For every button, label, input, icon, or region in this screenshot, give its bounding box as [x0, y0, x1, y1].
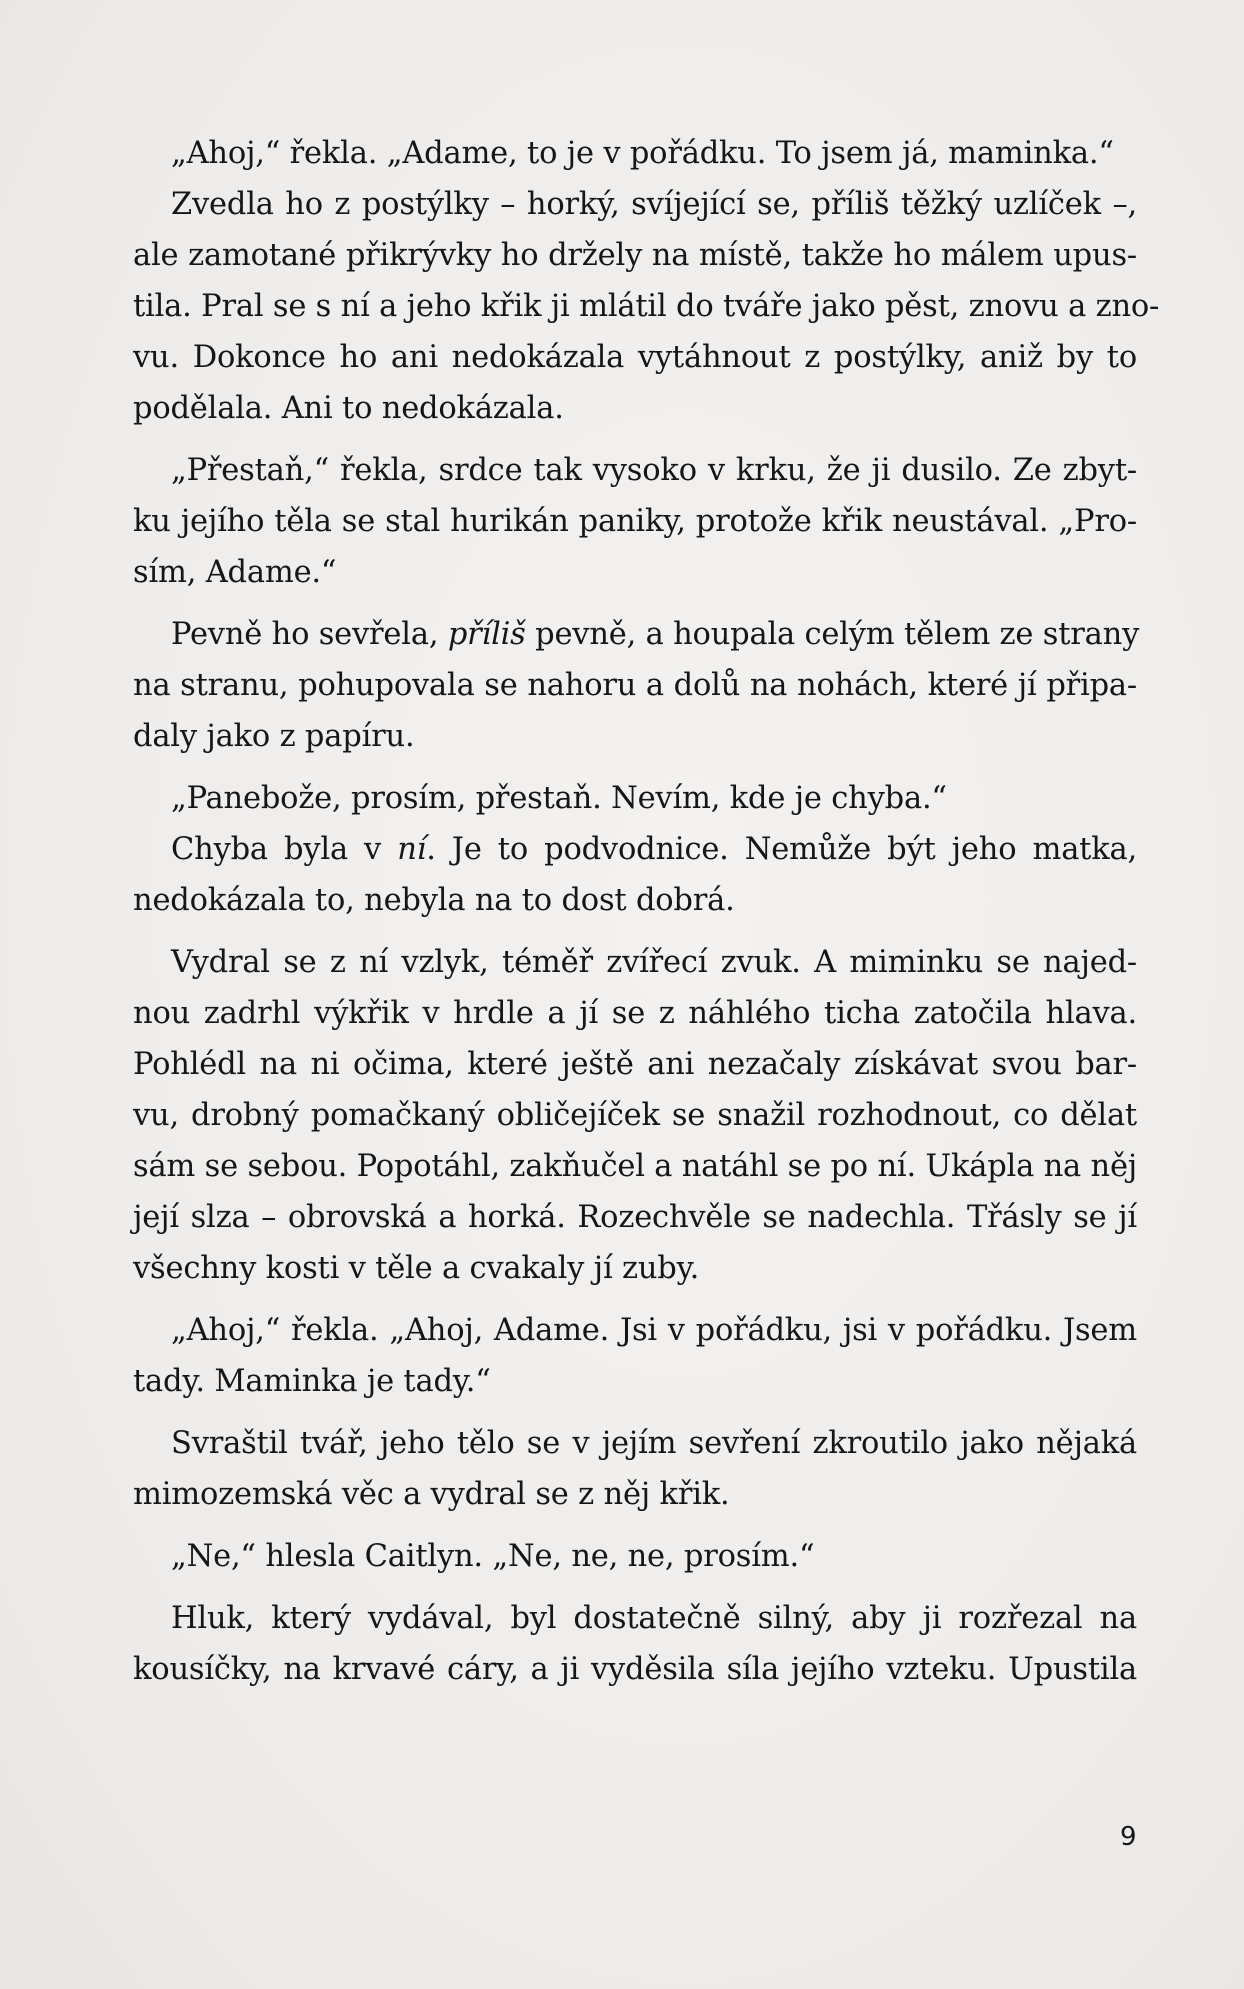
emphasized-word: ní	[397, 832, 427, 867]
text-line	[133, 824, 1137, 876]
text-line: Vydral se z ní vzlyk, téměř zvířecí zvuk. A miminku se najed-	[171, 945, 1137, 980]
text-line: všechny kosti v těle a cvakaly jí zuby.	[133, 1251, 700, 1286]
text-line: tady. Maminka je tady.“	[133, 1364, 491, 1399]
text-line: „Ahoj,“ řekla. „Ahoj, Adame. Jsi v pořádku, jsi v pořádku. Jsem	[171, 1313, 1137, 1348]
text-line: na stranu, pohupovala se nahoru a dolů na nohách, které jí připa-	[133, 668, 1137, 703]
text-line: Hluk, který vydával, byl dostatečně silný, aby ji rozřezal na	[171, 1601, 1137, 1636]
text-line: „Ne,“ hlesla Caitlyn. „Ne, ne, ne, prosím.“	[171, 1539, 815, 1574]
text-line	[133, 609, 1140, 661]
text-line: vu. Dokonce ho ani nedokázala vytáhnout z postýlky, aniž by to	[133, 340, 1137, 375]
text-line: kousíčky, na krvavé cáry, a ji vyděsila síla jejího vzteku. Upustila	[133, 1652, 1137, 1687]
text-span: pevně, a houpala celým tělem ze strany	[525, 617, 1140, 652]
text-line: Svraštil tvář, jeho tělo se v jejím sevření zkroutilo jako nějaká	[171, 1426, 1137, 1461]
page-number: 9	[1120, 1822, 1137, 1852]
text-line: vu, drobný pomačkaný obličejíček se snažil rozhodnout, co dělat	[133, 1098, 1137, 1133]
text-span: Pevně ho sevřela,	[171, 617, 448, 652]
text-line: tila. Pral se s ní a jeho křik ji mlátil do tváře jako pěst, znovu a zno-	[133, 289, 1160, 324]
text-line: Zvedla ho z postýlky – horký, svíjející se, příliš těžký uzlíček –,	[171, 187, 1137, 222]
text-line: sím, Adame.“	[133, 555, 337, 590]
text-line: mimozemská věc a vydral se z něj křik.	[133, 1477, 730, 1512]
text-line: Pohlédl na ni očima, které ještě ani nezačaly získávat svou bar-	[133, 1047, 1137, 1082]
text-line: ale zamotané přikrývky ho držely na místě, takže ho málem upus-	[133, 238, 1137, 273]
text-line: nou zadrhl výkřik v hrdle a jí se z náhlého ticha zatočila hlava.	[133, 996, 1137, 1031]
text-line: nedokázala to, nebyla na to dost dobrá.	[133, 883, 735, 918]
text-line: „Ahoj,“ řekla. „Adame, to je v pořádku. To jsem já, maminka.“	[171, 136, 1114, 171]
text-line: „Přestaň,“ řekla, srdce tak vysoko v krku, že ji dusilo. Ze zbyt-	[171, 453, 1137, 488]
emphasized-word: příliš	[447, 617, 526, 652]
text-line: podělala. Ani to nedokázala.	[133, 391, 564, 426]
text-line: ku jejího těla se stal hurikán paniky, protože křik neustával. „Pro-	[133, 504, 1137, 539]
text-line: „Panebože, prosím, přestaň. Nevím, kde je chyba.“	[171, 781, 947, 816]
text-span: . Je to podvodnice. Nemůže být jeho matka,	[426, 832, 1137, 867]
text-line: daly jako z papíru.	[133, 719, 415, 754]
text-line: sám se sebou. Popotáhl, zakňučel a natáhl se po ní. Ukápla na něj	[133, 1149, 1138, 1184]
text-line: její slza – obrovská a horká. Rozechvěle se nadechla. Třásly se jí	[133, 1200, 1137, 1235]
text-span: Chyba byla v	[171, 832, 398, 867]
